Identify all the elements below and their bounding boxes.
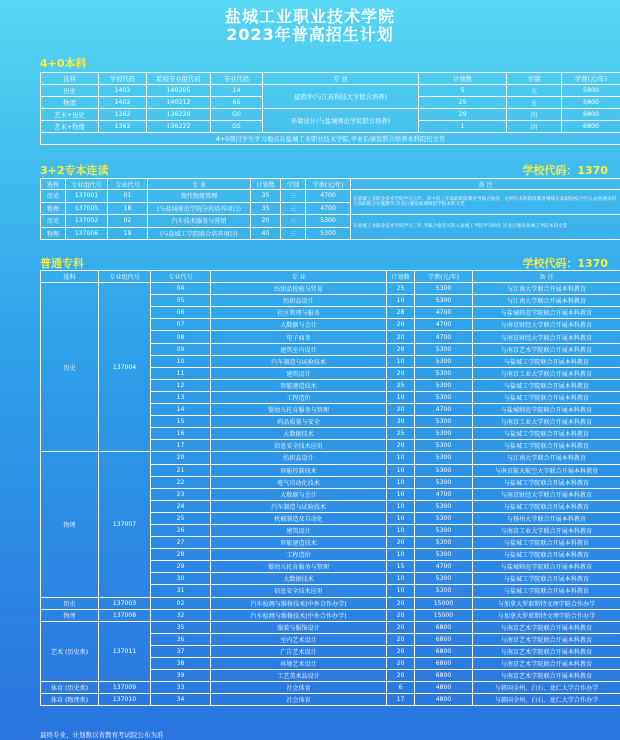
cell-major-code: 27 [151, 537, 211, 549]
cell-remark: 与盐城工学院联合开展本科教育 [473, 500, 620, 512]
cell-school-code: 1402 [99, 85, 147, 97]
cell-fee: 15000 [415, 597, 473, 609]
cell-remark: 与盐城工学院联合开展本科教育 [473, 573, 620, 585]
cell-plan: 10 [387, 355, 415, 367]
cell-major-code: 36 [151, 633, 211, 645]
cell-major: 机械制造及自动化 [211, 512, 387, 524]
cell-years: 三 [281, 215, 306, 228]
col-header: 计划数 [251, 179, 281, 190]
cell-major: 汽车技术服务与营销 [148, 215, 251, 228]
cell-major: 建筑室内设计 [211, 343, 387, 355]
cell-remark: 与南京艺术学院联合开展本科教育 [473, 645, 620, 657]
cell-major-code: 30 [151, 573, 211, 585]
cell-remark: 与盐城工学院联合开展本科教育 [473, 391, 620, 403]
cell-fee: 5300 [415, 428, 473, 440]
cell-group-code: 137005 [66, 202, 108, 215]
col-header: 计划数 [387, 271, 415, 283]
cell-major: 工程造价 [211, 391, 387, 403]
section2-note-2: 在盐城工业职业技术学院学习三年,考核合格者可转入盐城工学院学习两年,毕业后颁发盐城工学院本科文凭 [351, 215, 620, 240]
col-header: 学制 [281, 179, 306, 190]
table-row [41, 597, 620, 609]
cell-fee: 6800 [415, 670, 473, 682]
cell-fee: 5300 [415, 355, 473, 367]
cell-plan: 20 [387, 440, 415, 452]
cell-major-code: 29 [151, 561, 211, 573]
cell-plan: 15 [387, 561, 415, 573]
cell-major-code: 11 [151, 367, 211, 379]
cell-fee: 5300 [415, 512, 473, 524]
cell-fee: 6800 [415, 645, 473, 657]
cell-major: 智能建造技术 [211, 379, 387, 391]
cell-plan: 35 [251, 202, 281, 215]
col-header: 专业代码 [211, 73, 263, 85]
cell-remark: 与盐城工学院联合开展本科教育 [473, 585, 620, 597]
cell-remark: 与盐城工学院联合开展本科教育 [473, 549, 620, 561]
col-header: 专 业 [148, 179, 251, 190]
table-row [41, 215, 620, 228]
cell-fee: 5300 [415, 295, 473, 307]
col-header: 学制 [507, 73, 562, 85]
cell-remark: 与南京工业大学联合开展本科教育 [473, 416, 620, 428]
cell-fee: 5300 [415, 500, 473, 512]
cell-plan: 1 [419, 121, 507, 133]
cell-major: 信息安全技术应用 [211, 585, 387, 597]
cell-major: 纺织品设计 [211, 452, 387, 464]
cell-remark: 与南京工业大学联合开展本科教育 [473, 367, 620, 379]
cell-major: (与盐城工学院联合培养项目) [148, 227, 251, 240]
col-header: 选科 [41, 179, 66, 190]
col-header: 专业代号 [108, 179, 148, 190]
cell-fee: 5300 [415, 585, 473, 597]
cell-major-code: 21 [151, 464, 211, 476]
cell-plan: 20 [387, 331, 415, 343]
cell-major: 汽车检测与维修技术(中外合作办学) [211, 609, 387, 621]
cell-major: 服装与服饰设计 [211, 621, 387, 633]
page-title-line2: 2023年普高招生计划 [226, 25, 394, 44]
cell-major: 汽车制造与试验技术 [211, 500, 387, 512]
cell-subject: 物理 [41, 609, 99, 621]
cell-plan: 10 [387, 549, 415, 561]
cell-subject: 历史 [41, 597, 99, 609]
cell-major-code: 33 [151, 682, 211, 694]
cell-plan: 28 [387, 307, 415, 319]
table-row [41, 190, 620, 203]
table-row [41, 621, 620, 633]
cell-major: 电子商务 [211, 331, 387, 343]
cell-subject: 物理 [41, 97, 99, 109]
cell-major-code: 23 [151, 488, 211, 500]
cell-major: 大数据与会计 [211, 488, 387, 500]
cell-major-code: 26 [151, 524, 211, 536]
col-header: 专业组代号 [99, 271, 151, 283]
cell-major-code: 31 [151, 585, 211, 597]
cell-plan: 40 [251, 227, 281, 240]
cell-major: 智能控制技术 [211, 464, 387, 476]
cell-subject: 历史 [41, 190, 66, 203]
cell-major-code: 38 [151, 658, 211, 670]
cell-major-code: 14 [211, 85, 263, 97]
cell-major: 工艺美术品设计 [211, 670, 387, 682]
cell-major-code: 16 [151, 428, 211, 440]
cell-major-code: 02 [108, 215, 148, 228]
col-header: 学费(元/年) [306, 179, 351, 190]
cell-plan: 20 [387, 404, 415, 416]
cell-major: 药品质量与安全 [211, 416, 387, 428]
cell-major-code: 39 [151, 670, 211, 682]
table-row [41, 694, 620, 706]
cell-subject: 历史 [41, 85, 99, 97]
table-note-row [41, 133, 620, 145]
cell-major-code: 05 [151, 295, 211, 307]
cell-remark: 与韩国全州、白石、龙仁大学合作办学 [473, 694, 620, 706]
cell-major: 纺织品检验与贸易 [211, 283, 387, 295]
col-header: 院校专业组代码 [147, 73, 211, 85]
cell-subject: 物理 [41, 452, 99, 597]
cell-group-code: 137006 [66, 227, 108, 240]
cell-fee: 5300 [415, 452, 473, 464]
cell-fee: 5800 [562, 97, 620, 109]
cell-group-code: 136220 [147, 109, 211, 121]
cell-remark: 与南京艺术学院联合开展本科教育 [473, 343, 620, 355]
footer-note: 最终专业、计划数以省教育考试院公布为准 [40, 731, 164, 739]
table-header-row [41, 271, 620, 283]
table-row [41, 609, 620, 621]
cell-fee: 5300 [415, 343, 473, 355]
cell-major: (与盐城师范学院分段培养项目) [148, 202, 251, 215]
table-header-row [41, 73, 620, 85]
cell-subject: 体育 (物理类) [41, 694, 99, 706]
cell-major-code: 10 [151, 355, 211, 367]
cell-major: 工程造价 [211, 549, 387, 561]
cell-plan: 10 [387, 476, 415, 488]
col-header: 专 业 [211, 271, 387, 283]
cell-fee: 4800 [415, 694, 473, 706]
section2-school-code: 学校代码：1370 [522, 164, 608, 177]
cell-major-code: G5 [211, 121, 263, 133]
section2-note-1: 在盐城工业职业技术学院学习五年。其中前三年高职阶段教育考核合格者，后两年本科阶段教育继续在高职院校内学习,由普通本科与高职联合实施教学,毕业后颁发盐城师范学院本科文凭 [351, 190, 620, 215]
cell-plan: 10 [387, 464, 415, 476]
cell-remark: 与南京工业大学联合开展本科教育 [473, 524, 620, 536]
cell-school-code: 1362 [99, 121, 147, 133]
cell-major: 汽车制造与试验技术 [211, 355, 387, 367]
cell-years: 五 [507, 85, 562, 97]
cell-fee: 5300 [415, 416, 473, 428]
cell-major: 建筑设计 [211, 367, 387, 379]
cell-major: 建筑学(与江苏科技大学联合培养) [263, 85, 419, 109]
cell-fee: 5300 [415, 573, 473, 585]
cell-major-code: 37 [151, 645, 211, 657]
cell-major: 社区管理与服务 [211, 307, 387, 319]
cell-years: 三 [281, 190, 306, 203]
cell-major: 大数据技术 [211, 428, 387, 440]
cell-plan: 20 [387, 633, 415, 645]
cell-fee: 5300 [415, 283, 473, 295]
cell-plan: 20 [387, 645, 415, 657]
cell-group-code: 137010 [99, 694, 151, 706]
cell-group-code: 137002 [66, 215, 108, 228]
cell-major: 社会体育 [211, 682, 387, 694]
cell-fee: 6800 [562, 109, 620, 121]
cell-major-code: 01 [108, 190, 148, 203]
cell-major: 环境设计(与盐城师范学院联合培养) [263, 109, 419, 133]
cell-remark: 与南京艺术学院联合开展本科教育 [473, 633, 620, 645]
cell-plan: 35 [251, 190, 281, 203]
col-header: 学费(元/年) [415, 271, 473, 283]
cell-fee: 4700 [306, 202, 351, 215]
cell-major-code: 65 [211, 97, 263, 109]
cell-plan: 17 [387, 694, 415, 706]
cell-major-code: 22 [151, 476, 211, 488]
cell-fee: 5300 [415, 367, 473, 379]
cell-remark: 与盐城工学院联合开展本科教育 [473, 379, 620, 391]
cell-remark: 与盐城工学院联合开展本科教育 [473, 537, 620, 549]
cell-major: 建筑设计 [211, 524, 387, 536]
cell-remark: 与盐城工学院联合开展本科教育 [473, 428, 620, 440]
cell-major-code: 24 [151, 500, 211, 512]
cell-fee: 5300 [415, 549, 473, 561]
cell-subject: 艺术+物理 [41, 121, 99, 133]
cell-fee: 6800 [562, 121, 620, 133]
cell-major: 现代物流管理 [148, 190, 251, 203]
cell-remark: 与南京艺术学院联合开展本科教育 [473, 621, 620, 633]
cell-fee: 4800 [415, 682, 473, 694]
cell-fee: 4700 [415, 404, 473, 416]
cell-major-code: 25 [151, 512, 211, 524]
cell-major-code: 09 [151, 343, 211, 355]
cell-major: 大数据技术 [211, 573, 387, 585]
cell-major-code: G0 [211, 109, 263, 121]
cell-fee: 5300 [415, 440, 473, 452]
cell-plan: 10 [387, 585, 415, 597]
cell-major-code: 07 [151, 319, 211, 331]
cell-remark: 与江南大学联合开展本科教育 [473, 283, 620, 295]
col-header: 选科 [41, 73, 99, 85]
cell-remark: 与盐城工学院联合开展本科教育 [473, 476, 620, 488]
cell-subject: 物理 [41, 227, 66, 240]
col-header: 学校代码 [99, 73, 147, 85]
cell-remark: 与韩国全州、白石、龙仁大学合作办学 [473, 682, 620, 694]
cell-major-code: 35 [151, 621, 211, 633]
cell-group-code: 137008 [99, 609, 151, 621]
col-header: 选科 [41, 271, 99, 283]
cell-fee: 4700 [415, 488, 473, 500]
cell-major: 纺织品设计 [211, 295, 387, 307]
col-header: 计划数 [419, 73, 507, 85]
cell-group-code: 137009 [99, 682, 151, 694]
cell-major-code: 04 [151, 283, 211, 295]
cell-remark: 与加拿大罗耶斯特文理学院合作办学 [473, 609, 620, 621]
cell-remark: 与南京航天航空大学联合开展本科教育 [473, 464, 620, 476]
cell-group-code: 137011 [99, 621, 151, 681]
cell-remark: 与南京财经大学联合开展本科教育 [473, 488, 620, 500]
cell-remark: 与盐城师范学院联合开展本科教育 [473, 307, 620, 319]
cell-major-code: 02 [151, 597, 211, 609]
section3-title: 普通专科 [40, 257, 84, 270]
cell-fee: 5300 [415, 391, 473, 403]
cell-fee: 5300 [415, 524, 473, 536]
cell-fee: 4700 [415, 561, 473, 573]
cell-major: 信息安全技术应用 [211, 440, 387, 452]
cell-remark: 与盐城工学院联合开展本科教育 [473, 440, 620, 452]
col-header: 专业代号 [151, 271, 211, 283]
col-header: 备 注 [473, 271, 620, 283]
cell-years: 三 [281, 227, 306, 240]
cell-major: 电气自动化技术 [211, 476, 387, 488]
table-row [41, 85, 620, 97]
cell-plan: 10 [387, 573, 415, 585]
cell-school-code: 1362 [99, 109, 147, 121]
cell-plan: 10 [387, 512, 415, 524]
cell-years: 四 [507, 121, 562, 133]
cell-plan: 29 [419, 109, 507, 121]
cell-group-code: 137001 [66, 190, 108, 203]
cell-plan: 20 [387, 609, 415, 621]
table-header-row [41, 179, 620, 190]
cell-major-code: 32 [151, 609, 211, 621]
cell-plan: 25 [387, 379, 415, 391]
cell-remark: 与盐城工学院联合开展本科教育 [473, 355, 620, 367]
table-row [41, 682, 620, 694]
cell-fee: 5300 [415, 476, 473, 488]
cell-subject: 艺术 (历史类) [41, 621, 99, 681]
cell-fee: 6800 [415, 633, 473, 645]
cell-major: 智能建造技术 [211, 537, 387, 549]
cell-group-code: 136222 [147, 121, 211, 133]
cell-major-code: 20 [151, 452, 211, 464]
cell-plan: 20 [387, 670, 415, 682]
cell-remark: 与南京财经大学联合开展本科教育 [473, 331, 620, 343]
cell-plan: 20 [387, 537, 415, 549]
cell-group-code: 140212 [147, 97, 211, 109]
cell-group-code: 137003 [99, 597, 151, 609]
cell-subject: 历史 [41, 215, 66, 228]
cell-plan: 28 [387, 343, 415, 355]
cell-plan: 25 [387, 428, 415, 440]
cell-subject: 体育 (历史类) [41, 682, 99, 694]
cell-fee: 15000 [415, 609, 473, 621]
cell-plan: 10 [387, 524, 415, 536]
cell-major-code: 13 [151, 391, 211, 403]
cell-major: 广告艺术设计 [211, 645, 387, 657]
cell-fee: 5300 [415, 537, 473, 549]
section1-note: 4+0项目学生学习地点在盐城工业职业技术学院,毕业后颁发联合培养本科院校文凭 [41, 133, 620, 145]
cell-years: 四 [507, 109, 562, 121]
cell-group-code: 137004 [99, 283, 151, 452]
cell-plan: 10 [387, 452, 415, 464]
cell-major-code: 06 [151, 307, 211, 319]
col-header: 专业组代号 [66, 179, 108, 190]
cell-years: 三 [281, 202, 306, 215]
table-regular [40, 270, 620, 706]
cell-major-code: 28 [151, 549, 211, 561]
cell-remark: 与江南大学联合开展本科教育 [473, 295, 620, 307]
cell-fee: 4700 [415, 307, 473, 319]
cell-group-code: 137007 [99, 452, 151, 597]
cell-fee: 5300 [415, 464, 473, 476]
cell-major-code: 18 [108, 202, 148, 215]
cell-subject: 历史 [41, 283, 99, 452]
cell-plan: 20 [251, 215, 281, 228]
cell-remark: 与盐城师范学院联合开展本科教育 [473, 561, 620, 573]
cell-plan: 10 [387, 391, 415, 403]
cell-plan: 20 [387, 621, 415, 633]
cell-fee: 5300 [306, 215, 351, 228]
cell-fee: 5300 [306, 227, 351, 240]
cell-major-code: 17 [151, 440, 211, 452]
cell-fee: 4700 [415, 319, 473, 331]
cell-plan: 20 [387, 319, 415, 331]
section2-title: 3+2专本连读 [40, 164, 109, 177]
cell-subject: 物理 [41, 202, 66, 215]
cell-major-code: 08 [151, 331, 211, 343]
cell-subject: 艺术+历史 [41, 109, 99, 121]
table-row [41, 109, 620, 121]
cell-plan: 10 [387, 488, 415, 500]
cell-fee: 5800 [562, 85, 620, 97]
cell-major: 室内艺术设计 [211, 633, 387, 645]
cell-major-code: 14 [151, 404, 211, 416]
cell-plan: 20 [387, 597, 415, 609]
cell-plan: 25 [387, 283, 415, 295]
cell-fee: 4700 [306, 190, 351, 203]
cell-plan: 25 [419, 97, 507, 109]
cell-school-code: 1402 [99, 97, 147, 109]
cell-major-code: 34 [151, 694, 211, 706]
cell-remark: 与加拿大罗耶斯特文理学院合作办学 [473, 597, 620, 609]
table-4plus0 [40, 72, 620, 145]
cell-remark: 与江南大学联合开展本科教育 [473, 452, 620, 464]
cell-remark: 与扬州大学联合开展本科教育 [473, 512, 620, 524]
cell-years: 五 [507, 97, 562, 109]
table-row [41, 452, 620, 464]
cell-plan: 10 [387, 500, 415, 512]
cell-fee: 4700 [415, 331, 473, 343]
cell-major: 社会体育 [211, 694, 387, 706]
cell-group-code: 140205 [147, 85, 211, 97]
cell-remark: 与南京艺术学院联合开展本科教育 [473, 658, 620, 670]
cell-plan: 30 [387, 416, 415, 428]
cell-remark: 与南京财经大学联合开展本科教育 [473, 319, 620, 331]
section3-school-code: 学校代码：1370 [522, 257, 608, 270]
cell-plan: 5 [419, 85, 507, 97]
cell-plan: 6 [387, 682, 415, 694]
cell-plan: 20 [387, 658, 415, 670]
cell-major: 汽车检测与维修技术(中外合作办学) [211, 597, 387, 609]
cell-major: 婴幼儿托育服务与管理 [211, 404, 387, 416]
col-header: 学费(元/年) [562, 73, 620, 85]
cell-major-code: 12 [151, 379, 211, 391]
table-row [41, 283, 620, 295]
cell-plan: 20 [387, 367, 415, 379]
col-header: 备 注 [351, 179, 620, 190]
col-header: 专 业 [263, 73, 419, 85]
cell-major: 大数据与会计 [211, 319, 387, 331]
cell-remark: 与盐城师范学院联合开展本科教育 [473, 404, 620, 416]
section1-title: 4+0本科 [40, 57, 87, 70]
cell-fee: 6800 [415, 621, 473, 633]
cell-major: 环境艺术设计 [211, 658, 387, 670]
cell-plan: 10 [387, 295, 415, 307]
cell-major-code: 19 [108, 227, 148, 240]
page-title-line1: 盐城工业职业技术学院 [224, 7, 395, 26]
cell-fee: 5300 [415, 379, 473, 391]
cell-major-code: 15 [151, 416, 211, 428]
cell-remark: 与南京艺术学院联合开展本科教育 [473, 670, 620, 682]
table-3plus2 [40, 178, 620, 240]
cell-fee: 6800 [415, 658, 473, 670]
cell-major: 婴幼儿托育服务与管理 [211, 561, 387, 573]
